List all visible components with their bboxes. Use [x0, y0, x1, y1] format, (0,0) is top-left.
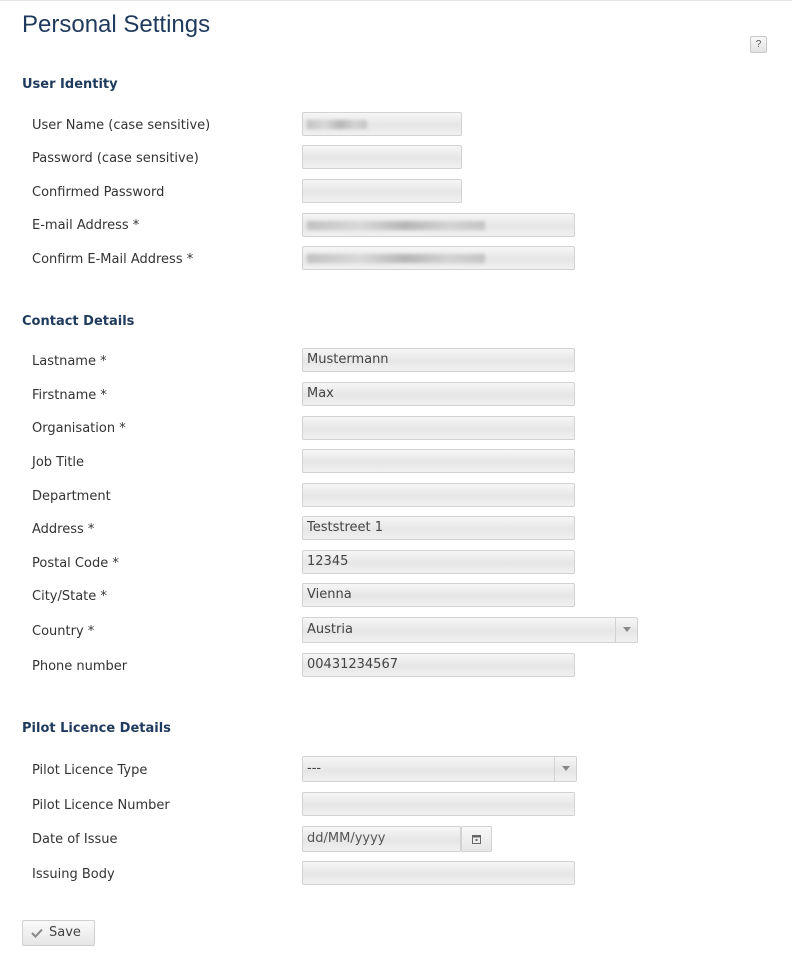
- pilot-licence-type-select[interactable]: [302, 756, 577, 782]
- save-button[interactable]: [22, 920, 95, 946]
- job-title-input[interactable]: [302, 449, 575, 473]
- password-label: Password (case sensitive): [32, 151, 199, 166]
- confirm-password-label: Confirmed Password: [32, 185, 165, 200]
- address-label: Address *: [32, 522, 95, 537]
- postal-code-input[interactable]: 12345: [302, 550, 575, 574]
- chevron-down-icon[interactable]: [554, 757, 576, 781]
- password-input[interactable]: [302, 145, 462, 169]
- organisation-input[interactable]: [302, 416, 575, 440]
- issuing-body-input[interactable]: [302, 861, 575, 885]
- username-input[interactable]: [302, 112, 462, 136]
- calendar-icon: [472, 834, 481, 844]
- date-of-issue-label: Date of Issue: [32, 832, 118, 847]
- confirm-email-input[interactable]: [302, 246, 575, 270]
- country-label: Country *: [32, 624, 95, 639]
- lastname-label: Lastname *: [32, 354, 107, 369]
- save-button-label: Save: [49, 925, 81, 940]
- city-state-input[interactable]: Vienna: [302, 583, 575, 607]
- phone-number-input[interactable]: 00431234567: [302, 653, 575, 677]
- postal-code-label: Postal Code *: [32, 556, 119, 571]
- phone-number-label: Phone number: [32, 659, 128, 674]
- organisation-label: Organisation *: [32, 421, 126, 436]
- confirm-password-input[interactable]: [302, 179, 462, 203]
- country-select[interactable]: [302, 617, 638, 643]
- email-label: E-mail Address *: [32, 218, 140, 233]
- help-button[interactable]: ?: [750, 36, 767, 53]
- checkmark-icon: [31, 928, 43, 938]
- pilot-licence-number-input[interactable]: [302, 792, 575, 816]
- email-input[interactable]: [302, 213, 575, 237]
- pilot-licence-type-label: Pilot Licence Type: [32, 763, 148, 778]
- lastname-input[interactable]: Mustermann: [302, 348, 575, 372]
- country-select-value: Austria: [307, 622, 353, 637]
- date-of-issue-input[interactable]: dd/MM/yyyy: [302, 826, 461, 852]
- job-title-label: Job Title: [32, 455, 85, 470]
- chevron-down-icon[interactable]: [615, 618, 637, 642]
- department-label: Department: [32, 489, 111, 504]
- city-state-label: City/State *: [32, 589, 107, 604]
- firstname-input[interactable]: Max: [302, 382, 575, 406]
- pilot-licence-number-label: Pilot Licence Number: [32, 798, 170, 813]
- pilot-licence-type-value: ---: [307, 761, 322, 776]
- username-label: User Name (case sensitive): [32, 118, 211, 133]
- firstname-label: Firstname *: [32, 388, 107, 403]
- address-input[interactable]: Teststreet 1: [302, 516, 575, 540]
- confirm-email-label: Confirm E-Mail Address *: [32, 252, 194, 267]
- section-title-contact-details: Contact Details: [22, 314, 135, 329]
- issuing-body-label: Issuing Body: [32, 867, 115, 882]
- department-input[interactable]: [302, 483, 575, 507]
- section-title-pilot-licence: Pilot Licence Details: [22, 721, 171, 736]
- section-title-user-identity: User Identity: [22, 77, 118, 92]
- date-picker-button[interactable]: [461, 826, 492, 852]
- page-title: Personal Settings: [22, 11, 211, 38]
